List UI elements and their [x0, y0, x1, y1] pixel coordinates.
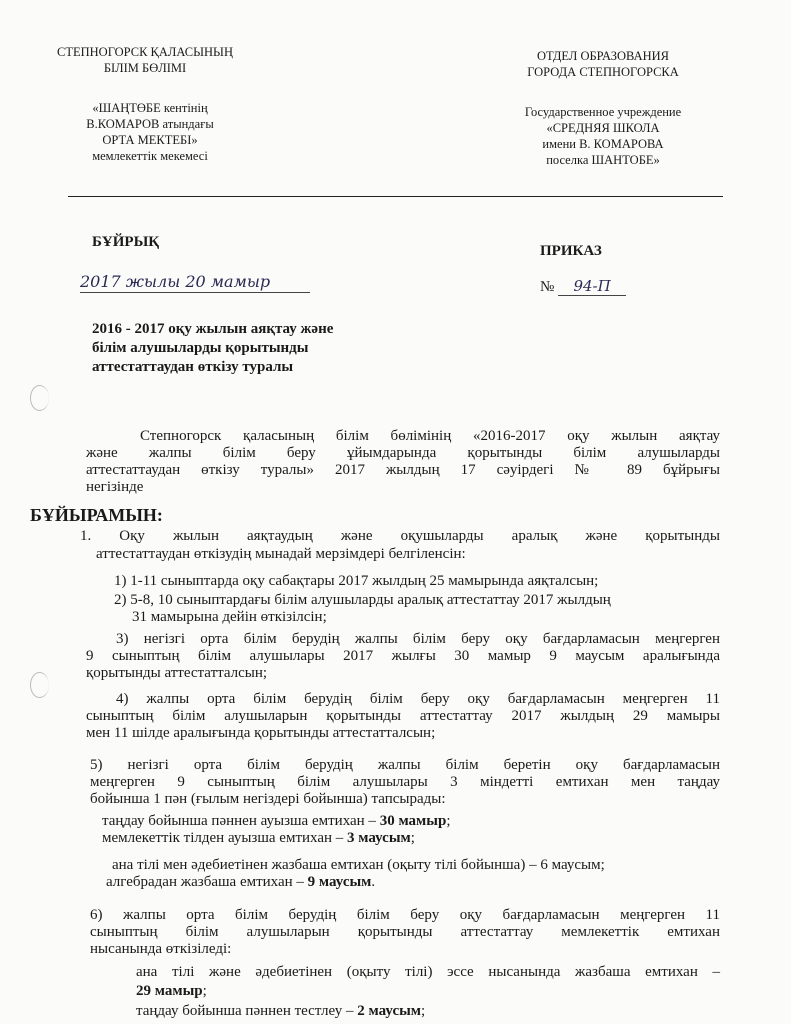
basis-line: негізінде: [86, 479, 144, 495]
subitem-2-line: 2) 5-8, 10 сыныптардағы білім алушыларды аралық аттестаттау 2017 жылдың: [114, 592, 611, 608]
basis-line: аттестаттаудан өткізу туралы» 2017 жылдың 17 сәуірдегі № 89 бұйрығы: [86, 462, 720, 478]
exam-text: алгебрадан жазбаша емтихан –: [106, 874, 308, 890]
exam-text: ана тілі мен әдебиетінен жазбаша емтихан (оқыту тілі бойынша) – 6 маусым;: [112, 857, 605, 873]
exam-punct: ;: [421, 1003, 426, 1019]
exam9-row: [102, 813, 451, 830]
exam-text: мемлекеттік тілден ауызша емтихан –: [102, 830, 348, 846]
order-number: [540, 277, 626, 296]
exam-punct: .: [371, 874, 376, 890]
kz-dept-line: БІЛІМ БӨЛІМІ: [103, 61, 187, 75]
title-line: білім алушыларды қорытынды: [92, 340, 309, 356]
number-sign: №: [540, 279, 555, 295]
subitem-4-line: сыныптың білім алушыларын қорытынды аттестаттау 2017 жылдың 29 мамыры: [86, 708, 720, 724]
basis-line: Степногорск қаласының білім бөлімінің «2016-2017 оқу жылын аяқтау: [140, 428, 720, 444]
subitem-5-line: 5) негізгі орта білім берудің жалпы білім беретін оқу бағдарламасын: [90, 757, 720, 773]
title-line: аттестаттаудан өткізу туралы: [92, 359, 294, 375]
exam-punct: ;: [202, 983, 207, 999]
ru-school-line: «СРЕДНЯЯ ШКОЛА: [546, 121, 660, 135]
item-line: 1. Оқу жылын аяқтаудың және оқушыларды аралық және қорытынды: [80, 528, 720, 544]
subitem-5-line: меңгерген 9 сыныптың білім алушылары 3 міндетті емтихан мен таңдау: [90, 774, 720, 790]
subitem-3-line: 3) негізгі орта білім берудің жалпы білім беру оқу бағдарламасын меңгерген: [116, 631, 720, 647]
ru-school-line: имени В. КОМАРОВА: [542, 137, 664, 151]
kz-school-header: [40, 100, 260, 164]
subitem-6-line: сыныптың білім алушыларын қорытынды аттестаттау мемлекеттік емтихан: [90, 924, 720, 940]
subitem-6-line: 6) жалпы орта білім берудің білім беру оқу бағдарламасын меңгерген 11: [90, 907, 720, 923]
exam-date: 9 маусым: [307, 874, 372, 890]
subitem-4-line: мен 11 шілде аралығында қорытынды аттестатталсын;: [86, 725, 436, 741]
exam-date: 3 маусым: [347, 830, 411, 846]
order-label-ru: ПРИКАЗ: [540, 243, 602, 259]
exam11-row: [136, 983, 207, 1000]
kz-school-line: В.КОМАРОВ атындағы: [86, 117, 214, 131]
kz-dept-line: СТЕПНОГОРСК ҚАЛАСЫНЫҢ: [57, 45, 233, 59]
order-number-handwritten: 94-П: [558, 277, 626, 296]
order-date-handwritten: 2017 жылы 20 мамыр: [80, 272, 310, 293]
kz-school-line: мемлекеттік мекемесі: [92, 149, 208, 163]
subitem-5-line: бойынша 1 пән (ғылым негіздері бойынша) тапсырады:: [90, 791, 446, 807]
exam-text: таңдау бойынша пәннен ауызша емтихан –: [102, 813, 380, 829]
exam11-row: [136, 1003, 425, 1020]
kz-department-header: [40, 44, 250, 76]
basis-line: және жалпы білім беру ұйымдарында қорытынды білім алушыларды: [86, 445, 720, 461]
punch-hole-mark: [30, 385, 49, 411]
ru-dept-line: ГОРОДА СТЕПНОГОРСКА: [527, 65, 679, 79]
exam-punct: ;: [446, 813, 451, 829]
punch-hole-mark: [30, 672, 49, 698]
exam9-row: [112, 857, 605, 874]
ru-school-line: поселка ШАНТОБЕ»: [546, 153, 660, 167]
exam-date: 30 мамыр: [379, 813, 447, 829]
ru-dept-line: ОТДЕЛ ОБРАЗОВАНИЯ: [536, 49, 669, 63]
exam9-row: [102, 830, 415, 847]
kz-school-line: ОРТА МЕКТЕБІ»: [102, 133, 198, 147]
exam-punct: ;: [410, 830, 415, 846]
subitem-1: 1) 1-11 сыныптарда оқу сабақтары 2017 жылдың 25 мамырында аяқталсын;: [114, 573, 599, 589]
order-label-kz: БҰЙРЫҚ: [92, 234, 160, 250]
exam11-row: ана тілі және әдебиетінен (оқыту тілі) эссе нысанында жазбаша емтихан –: [136, 964, 720, 980]
exam9-row: [106, 874, 375, 891]
ru-school-line: Государственное учреждение: [524, 105, 682, 119]
exam-text: таңдау бойынша пәннен тестлеу –: [136, 1003, 358, 1019]
document-title: [92, 320, 333, 377]
exam-date: 2 маусым: [357, 1003, 422, 1019]
subitem-4-line: 4) жалпы орта білім берудің білім беру оқу бағдарламасын меңгерген 11: [116, 691, 720, 707]
ru-department-header: [488, 48, 718, 80]
subitem-2-line: 31 мамырына дейін өткізілсін;: [132, 609, 327, 625]
subitem-3-line: 9 сыныптың білім алушылары 2017 жылғы 30 мамыр 9 маусым аралығында: [86, 648, 720, 664]
ru-school-header: [488, 104, 718, 168]
kz-school-line: «ШАҢТӨБЕ кентінің: [92, 101, 208, 115]
subitem-6-line: нысанында өткізіледі:: [90, 941, 232, 957]
decree-heading: БҰЙЫРАМЫН:: [30, 505, 163, 525]
exam-date: 29 мамыр: [136, 983, 203, 999]
title-line: 2016 - 2017 оқу жылын аяқтау және: [92, 321, 334, 337]
subitem-3-line: қорытынды аттестатталсын;: [86, 665, 268, 681]
item-line: аттестаттаудан өткізудің мынадай мерзімдері белгіленсін:: [96, 546, 466, 562]
header-divider: [68, 196, 723, 197]
